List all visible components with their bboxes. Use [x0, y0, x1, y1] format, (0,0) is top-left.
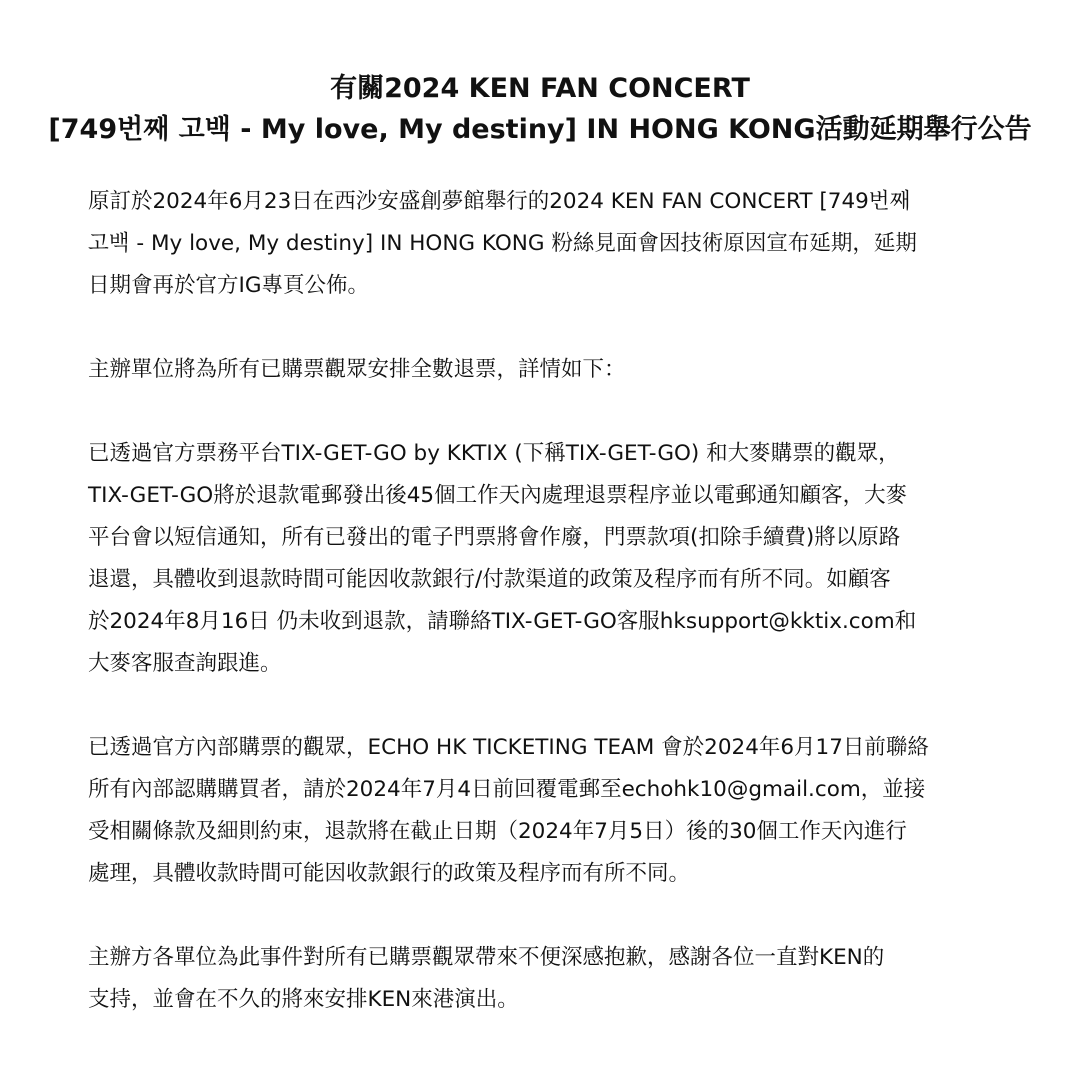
paragraph-line: 於2024年8月16日 仍未收到退款，請聯絡TIX-GET-GO客服hksupport@kktix.com和: [88, 609, 917, 634]
paragraph-line: 支持，並會在不久的將來安排KEN來港演出。: [88, 987, 519, 1012]
notice-title-line-2: [749번째 고백 - My love, My destiny] IN HONG KONG活動延期舉行公告: [48, 114, 1032, 145]
paragraph-line: 原訂於2024年6月23日在西沙安盛創夢館舉行的2024 KEN FAN CONCERT [749번째: [88, 189, 911, 214]
paragraph-line: 主辦方各單位為此事件對所有已購票觀眾帶來不便深感抱歉，感謝各位一直對KEN的: [88, 945, 885, 970]
notice-body: [88, 181, 998, 1063]
paragraph-line: TIX-GET-GO將於退款電郵發出後45個工作天內處理退票程序並以電郵通知顧客，大麥: [88, 483, 908, 508]
paragraph-line: 處理，具體收款時間可能因收款銀行的政策及程序而有所不同。: [88, 861, 691, 886]
paragraph-line: 已透過官方內部購票的觀眾，ECHO HK TICKETING TEAM 會於2024年6月17日前聯絡: [88, 735, 929, 760]
paragraph-line: 受相關條款及細則約束，退款將在截止日期（2024年7月5日）後的30個工作天內進行: [88, 819, 907, 844]
paragraph-line: 退還，具體收到退款時間可能因收款銀行/付款渠道的政策及程序而有所不同。如顧客: [88, 567, 891, 592]
paragraph-apology: [88, 937, 998, 1021]
paragraph-line: 平台會以短信通知，所有已發出的電子門票將會作廢，門票款項(扣除手續費)將以原路: [88, 525, 901, 550]
paragraph-line: 大麥客服查詢跟進。: [88, 651, 282, 676]
paragraph-line: 主辦單位將為所有已購票觀眾安排全數退票，詳情如下：: [88, 357, 626, 382]
paragraph-refund-intro: [88, 349, 998, 391]
paragraph-postponement: [88, 181, 998, 307]
paragraph-internal-refund: [88, 727, 998, 895]
notice-title-line-1: 有關2024 KEN FAN CONCERT: [330, 73, 750, 104]
paragraph-line: 고백 - My love, My destiny] IN HONG KONG 粉絲見面會因技術原因宣布延期，延期: [88, 231, 917, 256]
paragraph-line: 所有內部認購購買者，請於2024年7月4日前回覆電郵至echohk10@gmail.com，並接: [88, 777, 926, 802]
paragraph-line: 已透過官方票務平台TIX-GET-GO by KKTIX (下稱TIX-GET-GO) 和大麥購票的觀眾，: [88, 441, 900, 466]
paragraph-platform-refund: [88, 433, 998, 685]
paragraph-line: 日期會再於官方IG專頁公佈。: [88, 273, 370, 298]
